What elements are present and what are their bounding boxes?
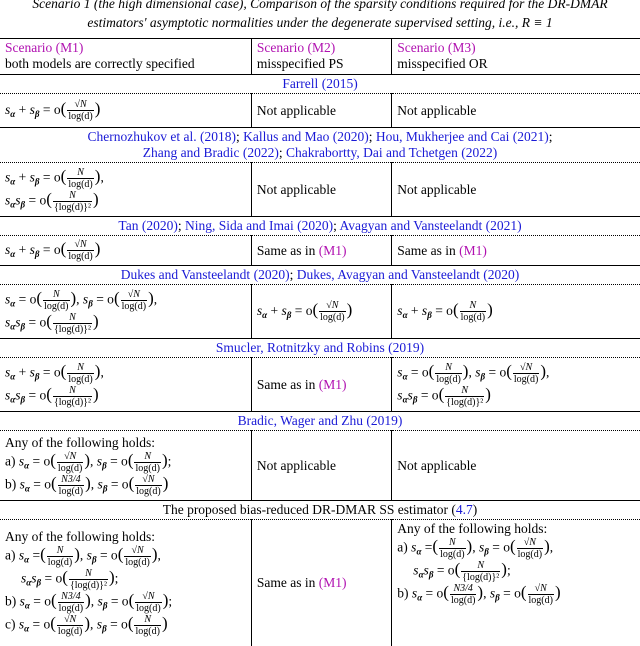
header-m1-title: Scenario (M1) xyxy=(5,40,84,55)
cell-m2: Not applicable xyxy=(251,163,391,217)
cell-m2: Not applicable xyxy=(251,94,391,128)
equation-link[interactable]: 4.7 xyxy=(455,502,473,517)
condition-formula: $s_\alpha s_\beta = o$( $\frac{N}{\text{\{log(d)\}²}}$ ) xyxy=(5,384,99,408)
citation-link[interactable]: Bradic, Wager and Zhu (2019) xyxy=(237,413,403,428)
scenario-link[interactable]: (M1) xyxy=(318,242,347,258)
condition-row xyxy=(0,285,640,339)
condition-row xyxy=(0,236,640,266)
citation-link[interactable]: Hou, Mukherjee and Cai (2021) xyxy=(375,129,549,144)
condition-formula: $s_\alpha + s_\beta = o$( $\frac{√N}{\log(d)}$ ) xyxy=(256,299,353,323)
cell-m2 xyxy=(251,285,391,339)
citation-link[interactable]: Chernozhukov et al. (2018) xyxy=(87,129,236,144)
section-title-row xyxy=(0,75,640,94)
section-title xyxy=(0,75,640,94)
cell-m3 xyxy=(392,358,640,412)
cell-m1 xyxy=(0,520,251,646)
header-m3-desc: misspecified OR xyxy=(397,56,488,71)
cell-m1 xyxy=(0,236,251,266)
cell-m3 xyxy=(392,285,640,339)
condition-formula: $s_\alpha = o$( $\frac{N}{\log(d)}$ ), $s_\beta = o$( $\frac{√N}{\log(d)}$ ), xyxy=(397,361,550,385)
citation-link[interactable]: Dukes, Avagyan and Vansteelandt (2020) xyxy=(296,267,520,282)
condition-formula: $s_\alpha s_\beta = o$( $\frac{N}{\text{\{log(d)\}²}}$ ) xyxy=(5,189,99,213)
scenario-link[interactable]: (M1) xyxy=(318,376,347,392)
cell-m1 xyxy=(0,163,251,217)
table-caption xyxy=(0,0,640,38)
citation-link[interactable]: Avagyan and Vansteelandt (2021) xyxy=(339,218,522,233)
citation-link[interactable]: Ning, Sida and Imai (2020) xyxy=(184,218,334,233)
section-title: The proposed bias-reduced DR-DMAR SS estimator (4.7) xyxy=(0,501,640,520)
condition-formula: $s_\alpha + s_\beta = o$( $\frac{√N}{\log(d)}$ ) xyxy=(5,238,101,262)
header-m3-title: Scenario (M3) xyxy=(397,40,476,55)
header-m2 xyxy=(251,39,391,75)
condition-formula: b) $s_\alpha = o$( $\frac{N3/4}{\log(d)}$ ), $s_\beta = o$( $\frac{√N}{\log(d)}$ ) xyxy=(5,473,169,497)
any-holds-label: Any of the following holds: xyxy=(5,434,155,450)
condition-formula: $s_\alpha + s_\beta = o$( $\frac{N}{\log(d)}$ ) xyxy=(397,299,493,323)
cell-m3: Same as in (M1) xyxy=(392,236,640,266)
condition-formula: b) $s_\alpha = o$( $\frac{N3/4}{\log(d)}$ ), $s_\beta = o$( $\frac{√N}{\log(d)}$ ); xyxy=(5,590,173,614)
condition-formula: $s_\alpha = o$( $\frac{N}{\log(d)}$ ), $s_\beta = o$( $\frac{√N}{\log(d)}$ ), xyxy=(5,288,158,312)
condition-formula: $s_\alpha s_\beta = o$( $\frac{N}{\text{\{log(d)\}²}}$ ); xyxy=(21,567,119,591)
header-m3 xyxy=(392,39,640,75)
header-row xyxy=(0,39,640,75)
condition-formula: $s_\alpha s_\beta = o$( $\frac{N}{\text{\{log(d)\}²}}$ ) xyxy=(397,384,491,408)
cell-m1 xyxy=(0,358,251,412)
condition-formula: a) $s_\alpha$ =( $\frac{N}{\log(d)}$ ), $s_\beta = o$( $\frac{√N}{\log(d)}$ ), xyxy=(397,536,554,560)
scenario-link[interactable]: (M1) xyxy=(318,574,347,590)
cell-m2: Same as in (M1) xyxy=(251,236,391,266)
section-title: Chernozhukov et al. (2018); Kallus and Mao (2020); Hou, Mukherjee and Cai (2021); Zhang and Bradic (2022); Chakrabortty, Dai and Tchetgen (2022) xyxy=(0,128,640,163)
citation-link[interactable]: Farrell (2015) xyxy=(282,76,358,91)
condition-row xyxy=(0,163,640,217)
comparison-table xyxy=(0,38,640,646)
section-title-row xyxy=(0,501,640,520)
condition-formula: c) $s_\alpha = o$( $\frac{√N}{\log(d)}$ ), $s_\beta = o$( $\frac{N}{\log(d)}$ ) xyxy=(5,613,168,637)
cell-m2: Same as in (M1) xyxy=(251,358,391,412)
cell-m3 xyxy=(392,520,640,646)
cell-m1 xyxy=(0,285,251,339)
citation-link[interactable]: Chakrabortty, Dai and Tchetgen (2022) xyxy=(285,145,498,160)
condition-formula: $s_\alpha + s_\beta = o$( $\frac{√N}{\log(d)}$ ) xyxy=(5,98,101,122)
header-m1 xyxy=(0,39,251,75)
cell-m3: Not applicable xyxy=(392,163,640,217)
condition-row xyxy=(0,94,640,128)
condition-row xyxy=(0,520,640,646)
any-holds-label: Any of the following holds: xyxy=(397,521,548,536)
condition-formula: $s_\alpha + s_\beta = o$( $\frac{N}{\log(d)}$ ), xyxy=(5,166,104,190)
section-title-row xyxy=(0,339,640,358)
condition-formula: a) $s_\alpha$ =( $\frac{N}{\log(d)}$ ), $s_\beta = o$( $\frac{√N}{\log(d)}$ ), xyxy=(5,544,161,568)
section-title xyxy=(0,339,640,358)
section-title: Tan (2020); Ning, Sida and Imai (2020); Avagyan and Vansteelandt (2021) xyxy=(0,217,640,236)
citation-link[interactable]: Smucler, Rotnitzky and Robins (2019) xyxy=(215,340,425,355)
condition-formula: b) $s_\alpha = o$( $\frac{N3/4}{\log(d)}$ ), $s_\beta = o$( $\frac{√N}{\log(d)}$ ) xyxy=(397,582,561,606)
caption-line-2: estimators' asymptotic normalities under the degenerate supervised setting, i.e., R ≡ 1 xyxy=(87,15,553,30)
cell-m1 xyxy=(0,431,251,501)
cell-m1 xyxy=(0,94,251,128)
any-holds-label: Any of the following holds: xyxy=(5,528,155,544)
cell-m2: Not applicable xyxy=(251,431,391,501)
section-title: Dukes and Vansteelandt (2020); Dukes, Avagyan and Vansteelandt (2020) xyxy=(0,266,640,285)
condition-formula: a) $s_\alpha = o$( $\frac{√N}{\log(d)}$ ), $s_\beta = o$( $\frac{N}{\log(d)}$ ); xyxy=(5,450,172,474)
condition-row xyxy=(0,431,640,501)
header-m2-desc: misspecified PS xyxy=(256,56,344,71)
condition-formula: $s_\alpha s_\beta = o$( $\frac{N}{\text{\{log(d)\}²}}$ ); xyxy=(413,559,511,583)
header-m1-desc: both models are correctly specified xyxy=(5,56,195,71)
condition-formula: $s_\alpha s_\beta = o$( $\frac{N}{\text{\{log(d)\}²}}$ ) xyxy=(5,311,99,335)
section-title-row xyxy=(0,266,640,285)
header-m2-title: Scenario (M2) xyxy=(256,40,336,55)
caption-line-1: Scenario 1 (the high dimensional case), Comparison of the sparsity conditions required for the DR-DMAR xyxy=(32,0,608,11)
section-title-row xyxy=(0,412,640,431)
condition-row xyxy=(0,358,640,412)
citation-link[interactable]: Dukes and Vansteelandt (2020) xyxy=(120,267,290,282)
section-title-row xyxy=(0,217,640,236)
cell-m3: Not applicable xyxy=(392,94,640,128)
condition-formula: $s_\alpha + s_\beta = o$( $\frac{N}{\log(d)}$ ), xyxy=(5,361,104,385)
cell-m3: Not applicable xyxy=(392,431,640,501)
citation-link[interactable]: Kallus and Mao (2020) xyxy=(243,129,369,144)
citation-link[interactable]: Tan (2020) xyxy=(118,218,178,233)
cell-m2: Same as in (M1) xyxy=(251,520,391,646)
section-title xyxy=(0,412,640,431)
section-title-row xyxy=(0,128,640,163)
citation-link[interactable]: Zhang and Bradic (2022) xyxy=(142,145,279,160)
scenario-link[interactable]: (M1) xyxy=(459,242,487,258)
